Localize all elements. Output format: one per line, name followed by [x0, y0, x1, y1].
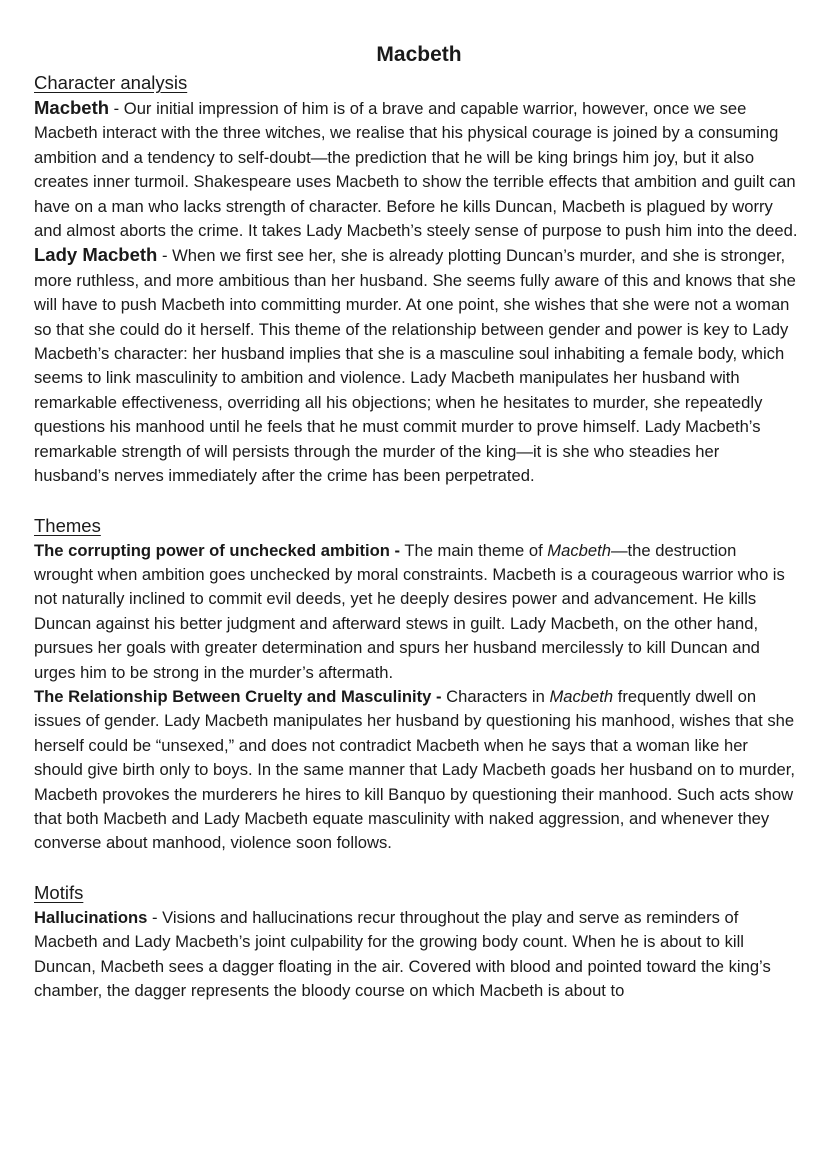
section-heading-motifs: Motifs [34, 881, 84, 903]
motif-text: - Visions and hallucinations recur throughout the play and serve as reminders of Macbeth and Lady Macbeth’s joint culpability for the growing body count. When he is about to kill Duncan, Macbeth sees a dagger floating in the air. Covered with blood and pointed toward the king’s chamber, the dagger represents the bloody course on which Macbeth is about to [34, 907, 771, 1000]
theme-text: frequently dwell on issues of gender. Lady Macbeth manipulates her husband by questioning his manhood, wishes that she herself could be “unsexed,” and does not contradict Macbeth when he says that a woman like her should give birth only to boys. In the same manner that Lady Macbeth goads her husband on to murder, Macbeth provokes the murderers he hires to kill Banquo by questioning their manhood. Such acts show that both Macbeth and Lady Macbeth equate masculinity with naked aggression, and whenever they converse about manhood, violence soon follows. [34, 686, 796, 853]
section-spacer [34, 856, 798, 880]
theme-text: The main theme of [400, 540, 548, 560]
document-title: Macbeth [376, 43, 462, 66]
document-page [34, 40, 798, 1003]
motif-entry-hallucinations [34, 906, 798, 1004]
motif-term: Hallucinations [34, 907, 148, 927]
character-entry-macbeth [34, 96, 798, 243]
play-title-italic: Macbeth [549, 686, 614, 706]
theme-entry-cruelty-masculinity [34, 685, 798, 856]
character-entry-lady-macbeth [34, 243, 798, 488]
character-description: When we first see her, she is already plotting Duncan’s murder, and she is stronger, more ruthless, and more ambitious than her husband. She seems fully aware of this and knows that she will have to push Macbeth into committing murder. At one point, she wishes that she were not a woman so that she could do it herself. This theme of the relationship between gender and power is key to Lady Macbeth’s character: her husband implies that she is a masculine soul inhabiting a female body, which seems to link masculinity to ambition and violence. Lady Macbeth manipulates her husband with remarkable effectiveness, overriding all his objections; when he hesitates to murder, she repeatedly questions his manhood until he feels that he must commit murder to prove himself. Lady Macbeth’s remarkable strength of will persists through the murder of the king—it is she who steadies her husband’s nerves immediately after the crime has been perpetrated. [34, 246, 796, 486]
theme-entry-ambition [34, 539, 798, 685]
character-name: Lady Macbeth [34, 244, 158, 266]
separator: - [157, 246, 173, 266]
theme-text: —the destruction wrought when ambition goes unchecked by moral constraints. Macbeth is a courageous warrior who is not naturally inclined to commit evil deeds, yet he deeply desires power and advancement. He kills Duncan against his better judgment and afterward stews in guilt. Lady Macbeth, on the other hand, pursues her goals with greater determination and spurs her husband mercilessly to kill Duncan and urges him to be strong in the murder’s aftermath. [34, 540, 785, 682]
character-name: Macbeth [34, 97, 110, 118]
section-heading-themes: Themes [34, 514, 101, 536]
play-title-italic: Macbeth [547, 540, 611, 560]
theme-text: Characters in [441, 686, 550, 706]
section-spacer [34, 489, 798, 513]
theme-term: The Relationship Between Cruelty and Masculinity - [34, 686, 442, 706]
separator: - [109, 99, 124, 118]
theme-term: The corrupting power of unchecked ambition - [34, 540, 401, 560]
character-description: Our initial impression of him is of a brave and capable warrior, however, once we see Macbeth interact with the three witches, we realise that his physical courage is joined by a consuming ambition and a tendency to self-doubt—the prediction that he will be king brings him joy, but it also creates inner turmoil. Shakespeare uses Macbeth to show the terrible effects that ambition and guilt can have on a man who lacks strength of character. Before he kills Duncan, Macbeth is plagued by worry and almost aborts the crime. It takes Lady Macbeth’s steely sense of purpose to push him into the deed. [34, 99, 798, 241]
section-heading-character-analysis: Character analysis [34, 72, 188, 93]
